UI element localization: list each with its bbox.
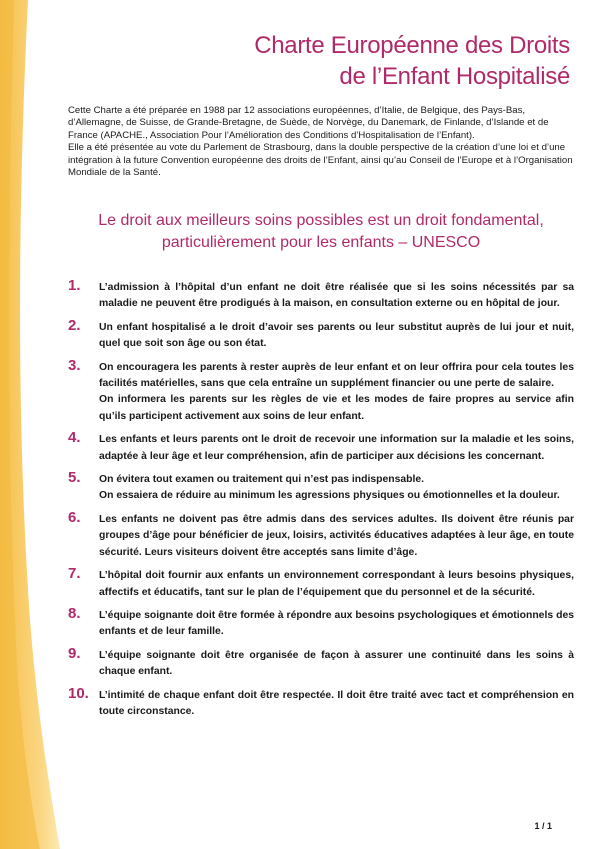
right-item: [68, 429, 574, 465]
title-line-1: Charte Européenne des Droits: [254, 32, 570, 59]
rights-list: [68, 277, 574, 727]
right-number: 4.: [68, 429, 81, 447]
quote-line-1: Le droit aux meilleurs soins possibles est un droit fondamental,: [98, 212, 544, 229]
right-item: [68, 684, 574, 721]
right-text: L’équipe soignante doit être organisée de façon à assurer une continuité dans les soins à chaque enfant.: [99, 649, 574, 678]
right-text: Les enfants et leurs parents ont le droit de recevoir une information sur la maladie et les soins, adaptée à leur âge et leur compréhension, afin de participer aux décisions les concernant.: [99, 434, 574, 462]
right-number: 5.: [68, 469, 81, 487]
right-text-continued: On informera les parents sur les règles de vie et les modes de faire propres au service afin qu’ils participent activement aux soins de leur enfant.: [99, 394, 574, 422]
right-text: On évitera tout examen ou traitement qui n’est pas indispensable.: [99, 474, 425, 486]
right-number: 8.: [68, 604, 81, 622]
right-item: [68, 565, 574, 601]
right-number: 2.: [68, 316, 81, 334]
right-text: L’admission à l’hôpital d’un enfant ne doit être réalisée que si les soins nécessités par sa maladie ne peuvent être prodigués à la maison, en consultation externe ou en hôpital de jour.: [99, 282, 574, 310]
right-text: L’intimité de chaque enfant doit être respectée. Il doit être traité avec tact et compréhension en toute circonstance.: [99, 689, 574, 717]
page-number: 1 / 1: [534, 821, 552, 831]
right-number: 6.: [68, 508, 81, 526]
title-line-2: de l’Enfant Hospitalisé: [339, 63, 570, 90]
document-title: [254, 30, 570, 92]
introduction: [68, 105, 574, 179]
quote-line-2: particulièrement pour les enfants – UNESCO: [161, 234, 481, 251]
right-number: 7.: [68, 565, 81, 583]
right-text: L’équipe soignante doit être formée à répondre aux besoins psychologiques et émotionnels des enfants et de leur famille.: [99, 609, 574, 638]
right-text: Un enfant hospitalisé a le droit d’avoir ses parents ou leur substitut auprès de lui jour et nuit, quel que soit son âge ou son état.: [99, 321, 574, 350]
right-number: 3.: [68, 356, 81, 374]
right-item: [68, 508, 574, 561]
right-item: [68, 644, 574, 681]
decorative-side-band: [0, 0, 62, 849]
right-item: [68, 604, 574, 641]
right-number: 9.: [68, 644, 81, 662]
right-number: 1.: [68, 277, 81, 294]
right-number: 10.: [68, 684, 89, 702]
intro-paragraph-2: Elle a été présentée au vote du Parlement de Strasbourg, dans la double perspective de la création d’une loi et d’une intégration à la future Convention européenne des droits de l’Enfant, ainsi qu’au Conseil de l’Europe et à l’Organisation Mondiale de la Santé.: [68, 142, 573, 179]
right-item: [68, 356, 574, 426]
right-text: On encouragera les parents à rester auprès de leur enfant et on leur offrira pour cela toutes les facilités matérielles, sans que cela entraîne un supplément financier ou une perte de salaire.: [99, 361, 574, 390]
right-text: L’hôpital doit fournir aux enfants un environnement correspondant à leurs besoins physiques, affectifs et éducatifs, tant sur le plan de l’équipement que du personnel et de la sécurité.: [99, 570, 574, 598]
intro-paragraph-1: Cette Charte a été préparée en 1988 par 12 associations européennes, d’Italie, de Belgique, des Pays-Bas, d’Allemagne, de Suisse, de Grande-Bretagne, de Suède, de Norvège, du Danemark, de Finlande, d’Islande et de France (APACHE., Association Pour l’Amélioration des Conditions d’Hospitalisation de l’Enfant).: [68, 105, 549, 141]
right-text-continued: On essaiera de réduire au minimum les agressions physiques ou émotionnelles et la douleur.: [99, 490, 560, 502]
right-item: [68, 469, 574, 505]
unesco-quote: [68, 210, 574, 254]
document-page: [68, 0, 580, 849]
right-item: [68, 277, 574, 313]
right-text: Les enfants ne doivent pas être admis dans des services adultes. Ils doivent être réunis par groupes d’âge pour bénéficier de jeux, loisirs, activités éducatives adaptées à leur âge, en toute sécurité. Leurs visiteurs doivent être acceptés sans limite d’âge.: [99, 513, 574, 558]
right-item: [68, 316, 574, 353]
